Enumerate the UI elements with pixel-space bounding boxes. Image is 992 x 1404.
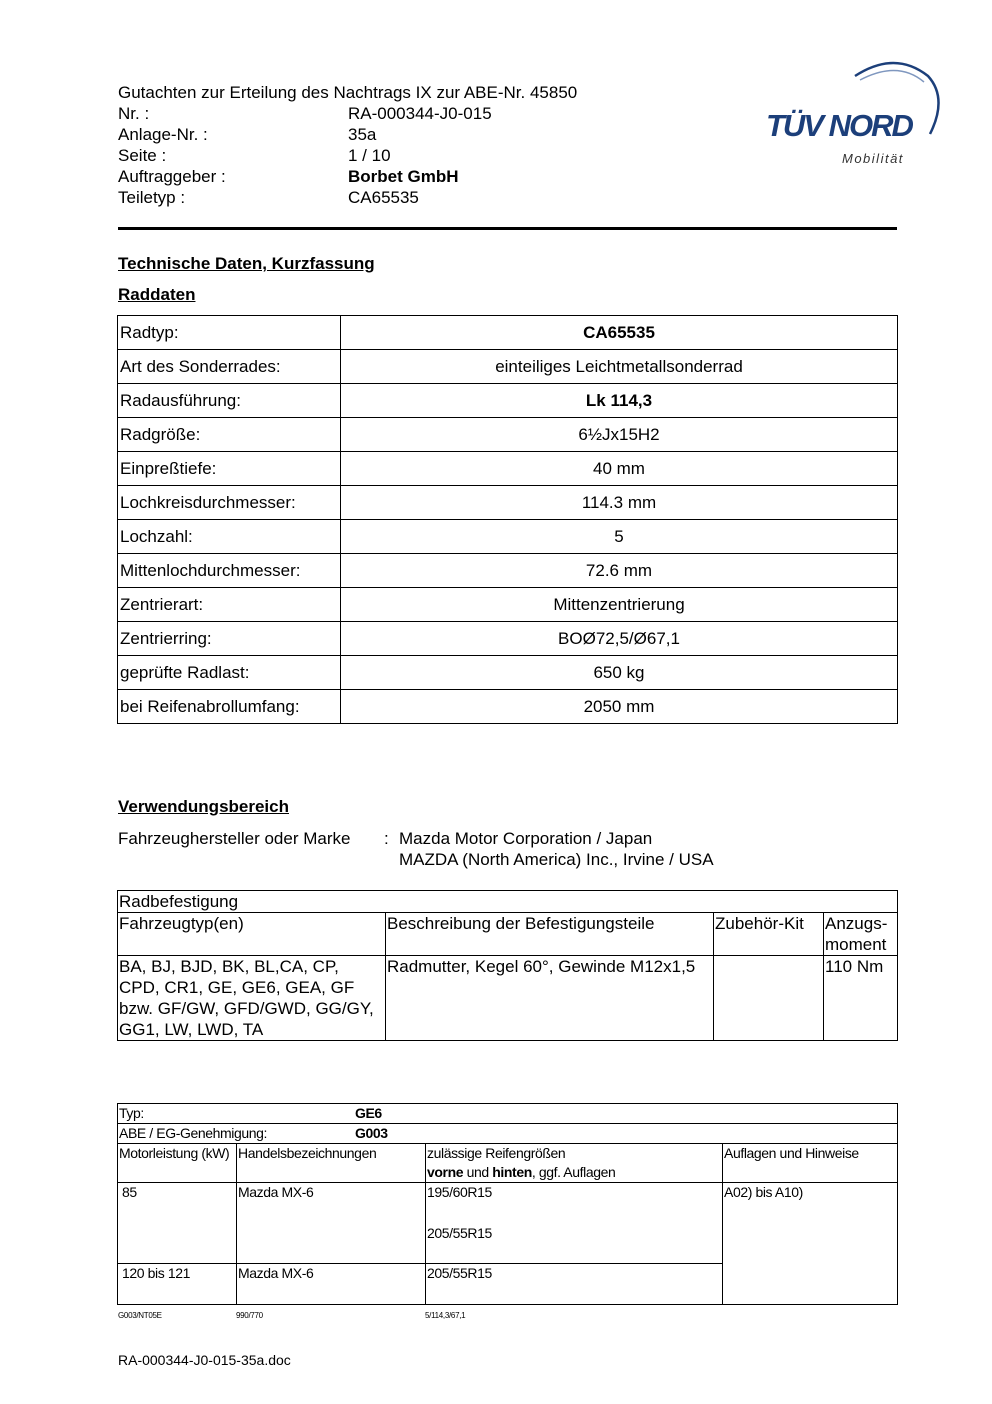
radbefestigung-title: Radbefestigung	[118, 891, 898, 913]
header-row-anlage: Anlage-Nr. : 35a	[118, 125, 377, 144]
manufacturer-line-2: MAZDA (North America) Inc., Irvine / USA	[399, 850, 714, 869]
table-row: Zentrierart: Mittenzentrierung	[118, 588, 898, 622]
manufacturer-label: Fahrzeughersteller oder Marke	[118, 829, 351, 848]
report-title: Gutachten zur Erteilung des Nachtrags IX zur ABE-Nr. 45850	[118, 83, 578, 102]
manufacturer-colon: :	[384, 829, 389, 848]
table-row: bei Reifenabrollumfang: 2050 mm	[118, 690, 898, 724]
radbefestigung-table	[117, 890, 898, 1041]
footer-code-2: 990/770	[236, 1311, 263, 1320]
table-row: Radgröße: 6½Jx15H2	[118, 418, 898, 452]
section-title-verwendungsbereich: Verwendungsbereich	[118, 797, 289, 816]
table-row: Einpreßtiefe: 40 mm	[118, 452, 898, 486]
table-row: Typ: GE6	[118, 1104, 898, 1124]
table-row: 85 Mazda MX-6 195/60R15 205/55R15 A02) bis A10)	[118, 1183, 898, 1264]
document-header	[118, 82, 577, 208]
typ-genehmigung-table	[117, 1103, 898, 1305]
table-row: Lochkreisdurchmesser: 114.3 mm	[118, 486, 898, 520]
raddaten-table	[117, 315, 898, 724]
table-row: BA, BJ, BJD, BK, BL,CA, CP, CPD, CR1, GE, GE6, GEA, GF bzw. GF/GW, GFD/GWD, GG/GY, GG1, LW, LWD, TA Radmutter, Kegel 60°, Gewinde M12x1,5 110 Nm	[118, 956, 898, 1041]
table-row: Motorleistung (kW) Handelsbezeichnungen zulässige Reifengrößen vorne und hinten, ggf. Auflagen Auflagen und Hinweise	[118, 1144, 898, 1183]
table-row: Art des Sonderrades: einteiliges Leichtmetallsonderrad	[118, 350, 898, 384]
header-row-teiletyp: Teiletyp : CA65535	[118, 188, 419, 207]
header-row-nr: Nr. : RA-000344-J0-015	[118, 104, 492, 123]
manufacturer-block	[118, 828, 714, 870]
header-divider	[118, 227, 897, 230]
table-row: Lochzahl: 5	[118, 520, 898, 554]
table-row: Radausführung: Lk 114,3	[118, 384, 898, 418]
header-row-seite: Seite : 1 / 10	[118, 146, 391, 165]
table-row: Mittenlochdurchmesser: 72.6 mm	[118, 554, 898, 588]
table-row: geprüfte Radlast: 650 kg	[118, 656, 898, 690]
table-row: Radtyp: CA65535	[118, 316, 898, 350]
footer-code-3: 5/114,3/67,1	[425, 1311, 466, 1320]
table-row: Zentrierring: BOØ72,5/Ø67,1	[118, 622, 898, 656]
table-row	[118, 891, 898, 913]
logo-sub-text: Mobilität	[842, 151, 904, 166]
table-row: 120 bis 121 Mazda MX-6 205/55R15	[118, 1264, 898, 1305]
header-row-auftraggeber: Auftraggeber : Borbet GmbH	[118, 167, 459, 186]
section-title-raddaten: Raddaten	[118, 285, 196, 304]
document-filename: RA-000344-J0-015-35a.doc	[118, 1352, 291, 1368]
table-row: Fahrzeugtyp(en) Beschreibung der Befestigungsteile Zubehör-Kit Anzugs- moment	[118, 913, 898, 956]
footer-code-1: G003/NT05E	[118, 1311, 162, 1320]
section-title-technische-daten: Technische Daten, Kurzfassung	[118, 254, 375, 273]
manufacturer-line-1: Mazda Motor Corporation / Japan	[399, 829, 653, 848]
tuev-nord-logo	[760, 58, 945, 173]
logo-brand-text: TÜV NORD	[766, 108, 912, 143]
table-row: ABE / EG-Genehmigung: G003	[118, 1124, 898, 1144]
